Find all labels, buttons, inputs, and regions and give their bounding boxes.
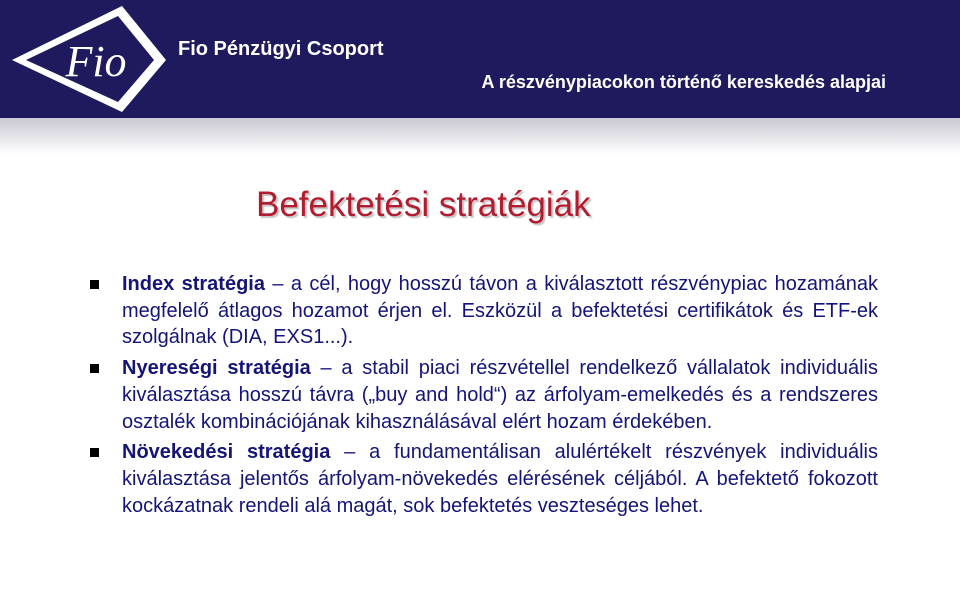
bullet-item	[90, 271, 878, 351]
bullet-text: – a cél, hogy hosszú távon a kiválasztott részvénypiac hozamának megfelelő átlagos hozamot érjen el. Eszközül a befektetési certifikátok és ETF-ek szolgálnak (DIA, EXS1...).	[122, 273, 879, 349]
bullet-list	[90, 271, 878, 523]
slide-title: Befektetési stratégiák	[256, 185, 591, 224]
square-bullet-icon	[90, 280, 99, 289]
bullet-item	[90, 439, 878, 519]
bullet-term: Index stratégia	[122, 273, 265, 295]
presentation-subtitle: A részvénypiacokon történő kereskedés alapjai	[481, 72, 886, 92]
bullet-text: – a fundamentálisan alulértékelt részvények individuális kiválasztása jelentős árfolyam-növekedés elérésének céljából. A befektető fokozott kockázatnak rendeli alá magát, sok befektetés veszteséges lehet.	[122, 441, 878, 517]
header-shadow	[0, 118, 960, 154]
square-bullet-icon	[90, 364, 99, 373]
header-bar	[0, 0, 960, 118]
square-bullet-icon	[90, 448, 99, 457]
fio-logo	[4, 4, 170, 114]
logo-text: Fio	[65, 37, 127, 86]
bullet-term: Növekedési stratégia	[122, 441, 331, 464]
bullet-text: – a stabil piaci részvétellel rendelkező vállalatok individuális kiválasztása hosszú távra („buy and hold“) az árfolyam-emelkedés és a rendszeres osztalék kombinációjának kihasználásával elért hozam érdekében.	[122, 357, 878, 433]
company-name: Fio Pénzügyi Csoport	[178, 38, 384, 60]
bullet-item	[90, 355, 878, 435]
bullet-term: Nyereségi stratégia	[122, 357, 311, 380]
